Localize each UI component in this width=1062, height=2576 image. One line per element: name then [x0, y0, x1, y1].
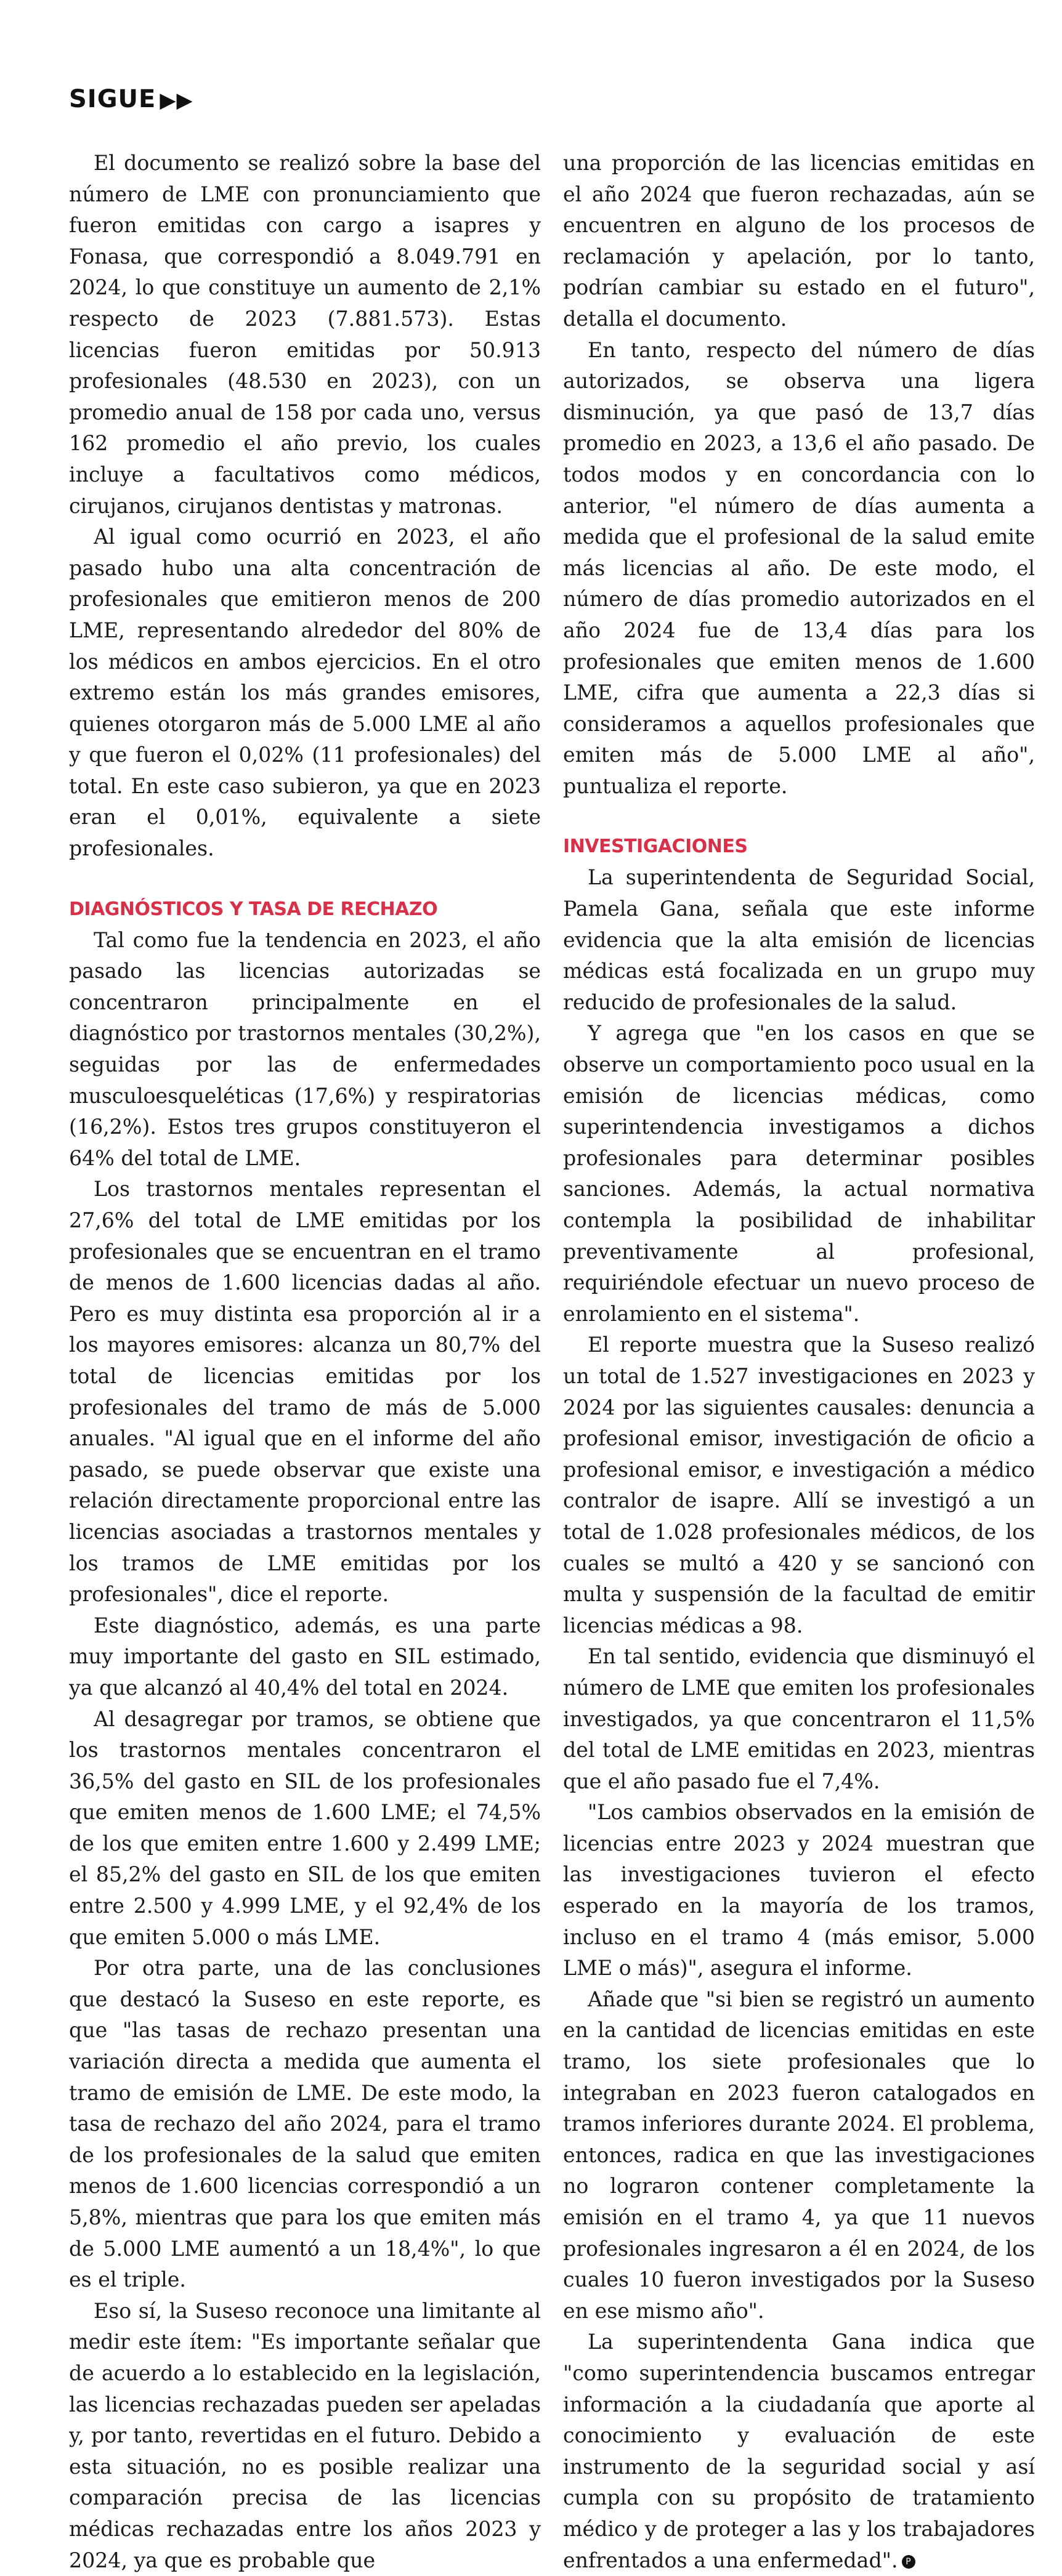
paragraph: La superintendenta de Seguridad Social, Pamela Gana, señala que este informe evidencia que la alta emisión de licencias médicas está focalizada en un grupo muy reducido de profesionales de la salud. [563, 865, 1035, 1014]
paragraph: Este diagnóstico, además, es una parte muy importante del gasto en SIL estimado, ya que alcanzó al 40,4% del total en 2024. [69, 1613, 541, 1700]
section-heading-investigaciones: INVESTIGACIONES [563, 836, 748, 858]
paragraph: Eso sí, la Suseso reconoce una limitante al medir este ítem: "Es importante señalar que de acuerdo a lo establecido en la legislación, las licencias rechazadas pueden ser apeladas y, por tanto, revertidas en el futuro. Debido a esta situación, no es posible realizar una comparación precisa de las licencias médicas rechazadas entre los años 2023 y 2024, ya que es probable que [69, 2298, 541, 2572]
paragraph: Por otra parte, una de las conclusiones que destacó la Suseso en este reporte, es que "las tasas de rechazo presentan una variación directa a medida que aumenta el tramo de emisión de LME. De este modo, la tasa de rechazo del año 2024, para el tramo de los profesionales de la salud que emiten menos de 1.600 licencias correspondió a un 5,8%, mientras que para los que emiten más de 5.000 LME aumentó a un 18,4%", lo que es el triple. [69, 1956, 541, 2292]
section-heading-diagnosticos: DIAGNÓSTICOS Y TASA DE RECHAZO [69, 898, 438, 920]
paragraph: Tal como fue la tendencia en 2023, el año pasado las licencias autorizadas se concentraron principalmente en el diagnóstico por trastornos mentales (30,2%), seguidas por las de enfermedades musculoesqueléticas (17,6%) y respiratorias (16,2%). Estos tres grupos constituyeron el 64% del total de LME. [69, 927, 541, 1170]
paragraph: El reporte muestra que la Suseso realizó un total de 1.527 investigaciones en 2023 y 2024 por las siguientes causales: denuncia a profesional emisor, investigación de oficio a profesional emisor, e investigación a médico contralor de isapre. Allí se investigó a un total de 1.028 profesionales médicos, de los cuales se multó a 420 y se sancionó con multa y suspensión de la facultad de emitir licencias médicas a 98. [563, 1333, 1035, 1637]
paragraph: Al igual como ocurrió en 2023, el año pasado hubo una alta concentración de profesionales que emitieron menos de 200 LME, representando alrededor del 80% de los médicos en ambos ejercicios. En el otro extremo están los más grandes emisores, quienes otorgaron más de 5.000 LME al año y que fueron el 0,02% (11 profesionales) del total. En este caso subieron, ya que en 2023 eran el 0,01%, equivalente a siete profesionales. [69, 525, 541, 861]
double-arrow-icon: ▶▶ [160, 88, 193, 113]
closing-text: La superintendenta Gana indica que "como superintendencia buscamos entregar información a la ciudadanía que aporte al conocimiento y evaluación de este instrumento de la seguridad social y así cumpla con su propósito de tratamiento médico y de proteger a las y los trabajadores enfrentados a una enfermedad". [563, 2330, 1035, 2572]
paragraph: Y agrega que "en los casos en que se observe un comportamiento poco usual en la emisión de licencias médicas, como superintendencia investigamos a dichos profesionales para determinar posibles sanciones. Además, la actual normativa contempla la posibilidad de inhabilitar preventivamente al profesional, requiriéndole efectuar un nuevo proceso de enrolamiento en el sistema". [563, 1021, 1035, 1326]
paragraph: Añade que "si bien se registró un aumento en la cantidad de licencias emitidas en este tramo, los siete profesionales que lo integraban en 2023 fueron catalogados en tramos inferiores durante 2024. El problema, entonces, radica en que las investigaciones no lograron contener completamente la emisión en el tramo 4, ya que 11 nuevos profesionales ingresaron a él en 2024, de los cuales 10 fueron investigados por la Suseso en ese mismo año". [563, 1987, 1035, 2323]
right-column [563, 148, 1035, 2576]
closing-paragraph [563, 2327, 1035, 2576]
left-column [69, 148, 541, 2576]
paragraph: "Los cambios observados en la emisión de licencias entre 2023 y 2024 muestran que las investigaciones tuvieron el efecto esperado en la mayoría de los tramos, incluso en el tramo 4 (más emisor, 5.000 LME o más)", asegura el informe. [563, 1800, 1035, 1980]
paragraph: En tanto, respecto del número de días autorizados, se observa una ligera disminución, ya que pasó de 13,7 días promedio en 2023, a 13,6 el año pasado. De todos modos y en concordancia con lo anterior, "el número de días aumenta a medida que el profesional de la salud emite más licencias al año. De este modo, el número de días promedio autorizados en el año 2024 fue de 13,4 días para los profesionales que emiten menos de 1.600 LME, cifra que aumenta a 22,3 días si consideramos a aquellos profesionales que emiten más de 5.000 LME al año", puntualiza el reporte. [563, 337, 1035, 798]
paragraph: En tal sentido, evidencia que disminuyó el número de LME que emiten los profesionales investigados, ya que concentraron el 11,5% del total de LME emitidas en 2023, mientras que el año pasado fue el 7,4%. [563, 1644, 1035, 1793]
continue-header [69, 85, 193, 113]
paragraph: Los trastornos mentales representan el 27,6% del total de LME emitidas por los profesionales que se encuentran en el tramo de menos de 1.600 licencias dadas al año. Pero es muy distinta esa proporción al ir a los mayores emisores: alcanza un 80,7% del total de licencias emitidas por los profesionales del tramo de más de 5.000 anuales. "Al igual que en el informe del año pasado, se puede observar que existe una relación directamente proporcional entre las licencias asociadas a trastornos mentales y los tramos de LME emitidas por los profesionales", dice el reporte. [69, 1177, 541, 1607]
continue-label: SIGUE [69, 85, 156, 113]
paragraph: una proporción de las licencias emitidas en el año 2024 que fueron rechazadas, aún se encuentren en alguno de los procesos de reclamación y apelación, por lo tanto, podrían cambiar su estado en el futuro", detalla el documento. [563, 151, 1035, 331]
paragraph: Al desagregar por tramos, se obtiene que los trastornos mentales concentraron el 36,5% del gasto en SIL de los profesionales que emiten menos de 1.600 LME; el 74,5% de los que emiten entre 1.600 y 2.499 LME; el 85,2% del gasto en SIL de los que emiten entre 2.500 y 4.999 LME, y el 92,4% de los que emiten 5.000 o más LME. [69, 1706, 541, 1949]
end-of-article-icon: P [902, 2555, 915, 2569]
paragraph: El documento se realizó sobre la base del número de LME con pronunciamiento que fueron emitidas con cargo a isapres y Fonasa, que correspondió a 8.049.791 en 2024, lo que constituye un aumento de 2,1% respecto de 2023 (7.881.573). Estas licencias fueron emitidas por 50.913 profesionales (48.530 en 2023), con un promedio anual de 158 por cada uno, versus 162 promedio el año previo, los cuales incluye a facultativos como médicos, cirujanos, cirujanos dentistas y matronas. [69, 151, 541, 518]
